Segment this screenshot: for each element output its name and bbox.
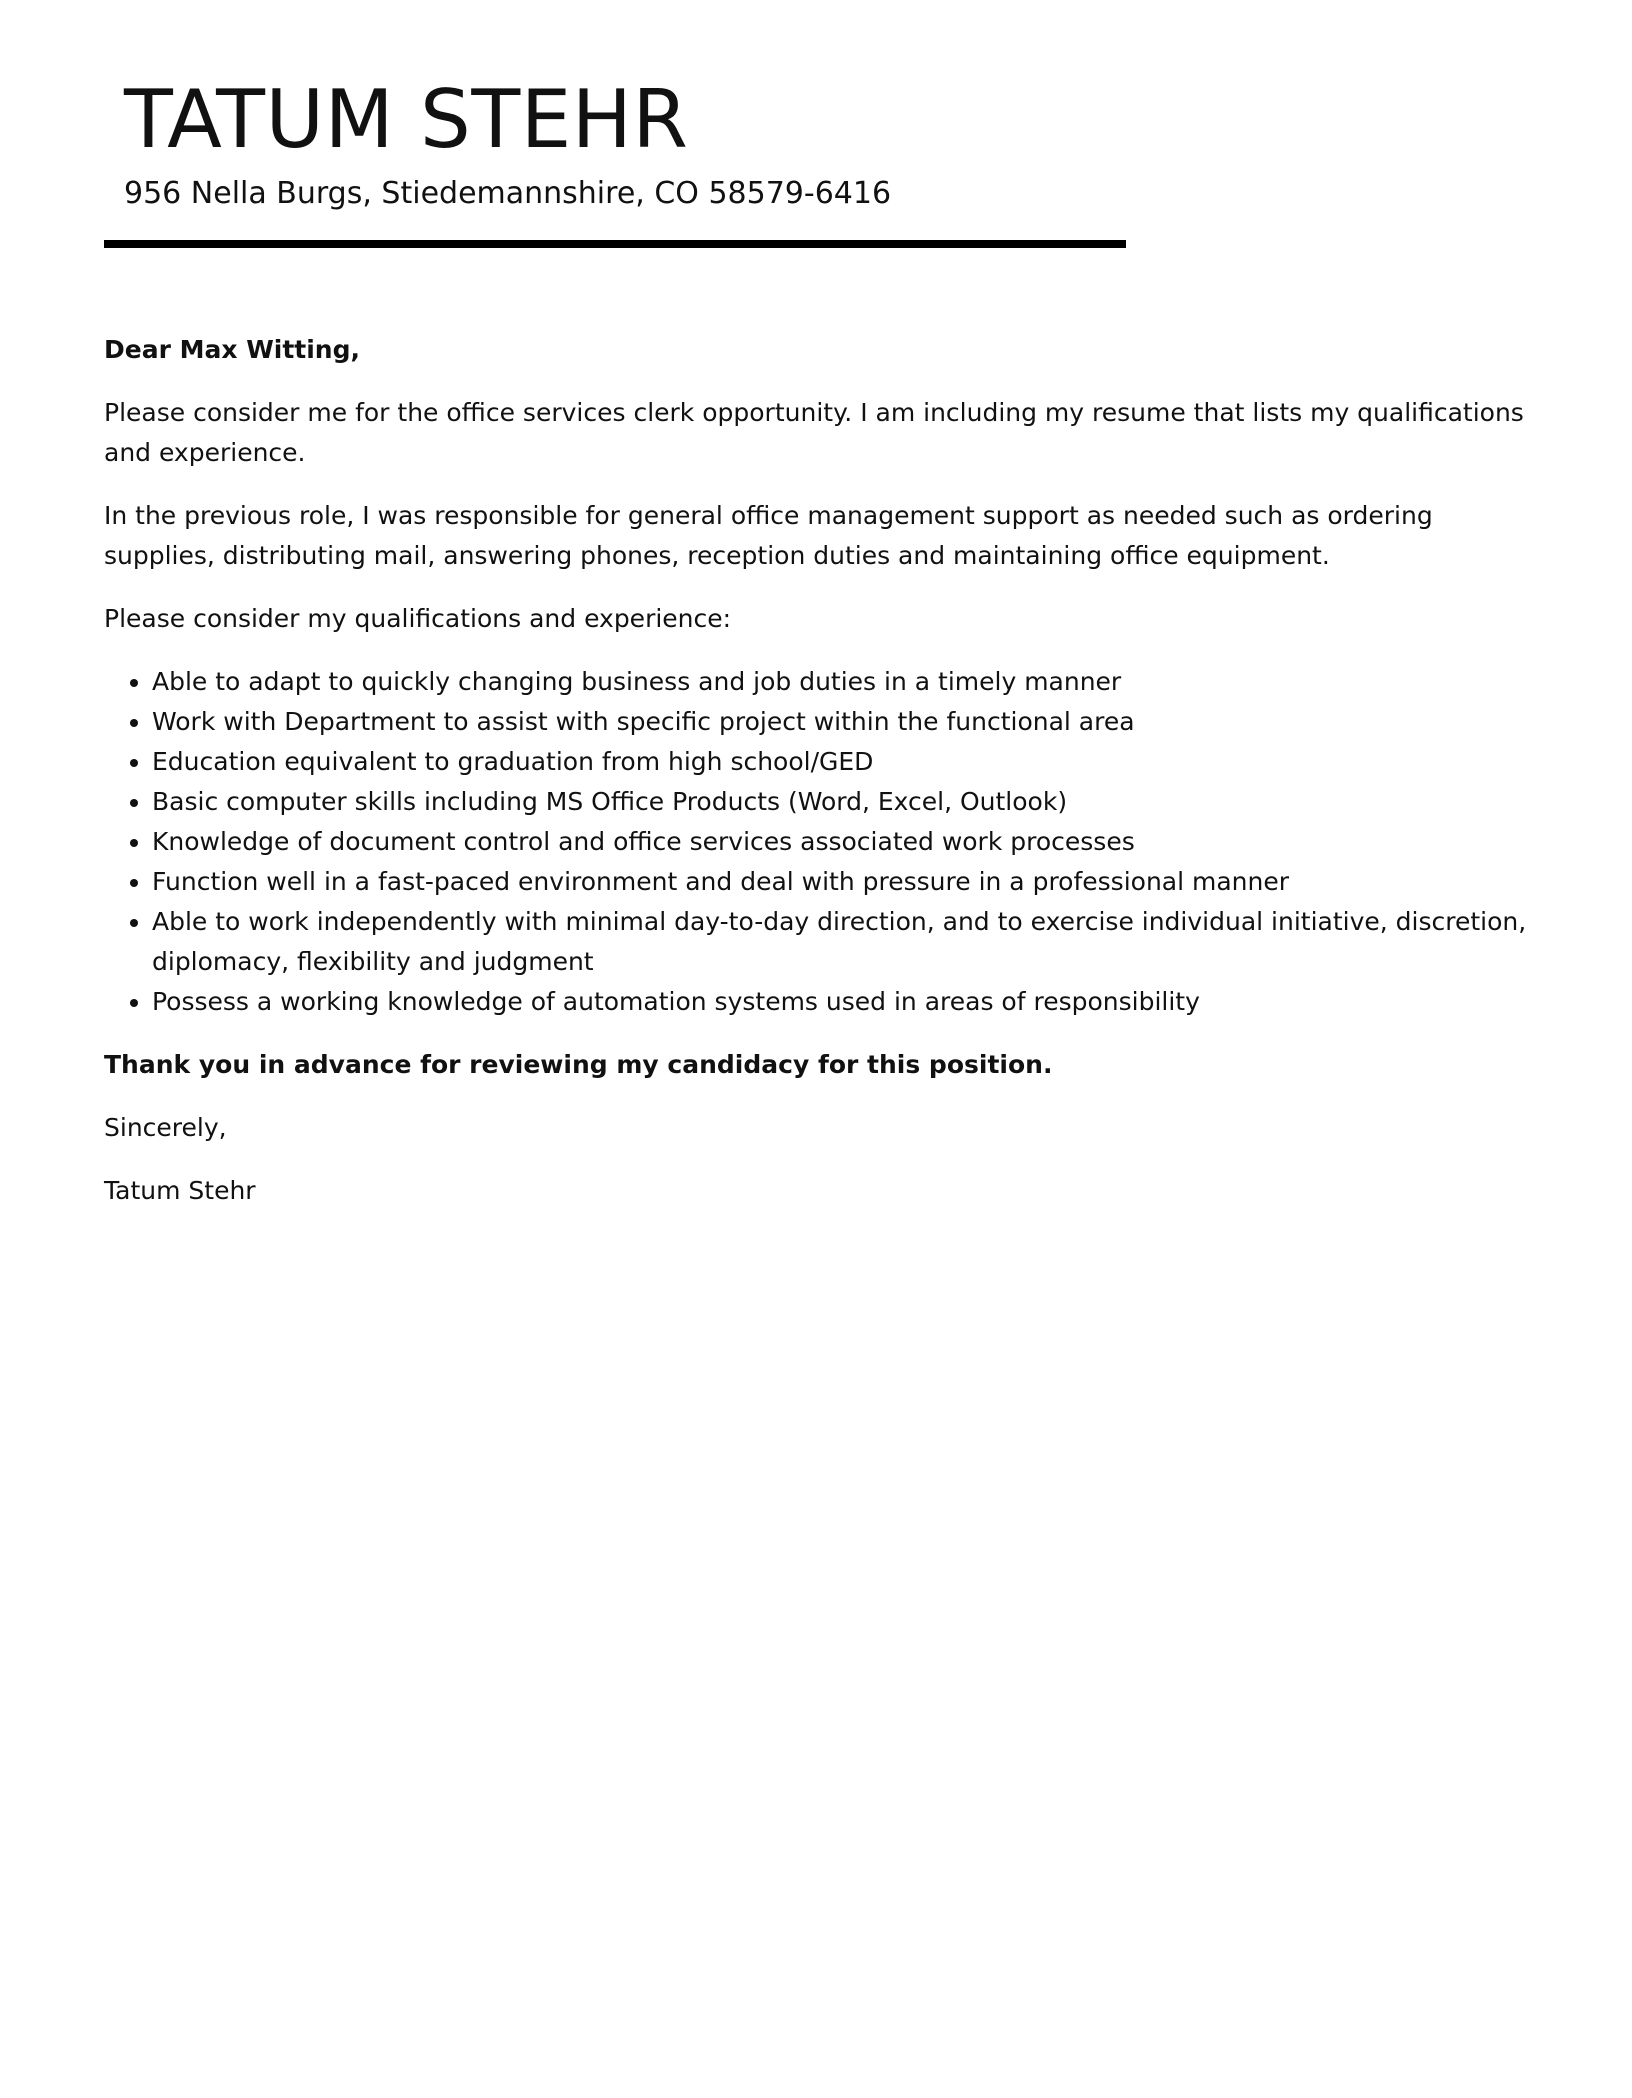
list-item: • Education equivalent to graduation from high school/GED <box>152 742 1544 782</box>
closing-statement: Thank you in advance for reviewing my candidacy for this position. <box>104 1050 1053 1079</box>
list-item: • Able to adapt to quickly changing business and job duties in a timely manner <box>152 662 1544 702</box>
list-item: • Basic computer skills including MS Office Products (Word, Excel, Outlook) <box>152 782 1544 822</box>
list-item: • Function well in a fast-paced environment and deal with pressure in a professional manner <box>152 862 1544 902</box>
signature-name: Tatum Stehr <box>104 1176 256 1205</box>
list-item: • Knowledge of document control and office services associated work processes <box>152 822 1544 862</box>
salutation: Dear Max Witting, <box>104 335 360 364</box>
list-item: • Work with Department to assist with specific project within the functional area <box>152 702 1544 742</box>
qualifications-list <box>104 662 1544 1022</box>
header-divider <box>104 240 1126 248</box>
letter-body <box>104 330 1544 1234</box>
list-item: • Possess a working knowledge of automation systems used in areas of responsibility <box>152 982 1544 1022</box>
paragraph-previous-role: In the previous role, I was responsible for general office management support as needed such as ordering supplies, distributing mail, answering phones, reception duties and maintaining office equipment. <box>104 501 1433 570</box>
applicant-name: TATUM STEHR <box>124 73 689 166</box>
list-item: • Able to work independently with minimal day-to-day direction, and to exercise individual initiative, discretion, diplomacy, flexibility and judgment <box>152 902 1544 982</box>
letter-header <box>124 72 1124 214</box>
paragraph-intro: Please consider me for the office services clerk opportunity. I am including my resume that lists my qualifications and experience. <box>104 398 1524 467</box>
applicant-address: 956 Nella Burgs, Stiedemannshire, CO 58579-6416 <box>124 176 892 211</box>
paragraph-qualifications-lead: Please consider my qualifications and experience: <box>104 604 732 633</box>
signoff: Sincerely, <box>104 1113 227 1142</box>
